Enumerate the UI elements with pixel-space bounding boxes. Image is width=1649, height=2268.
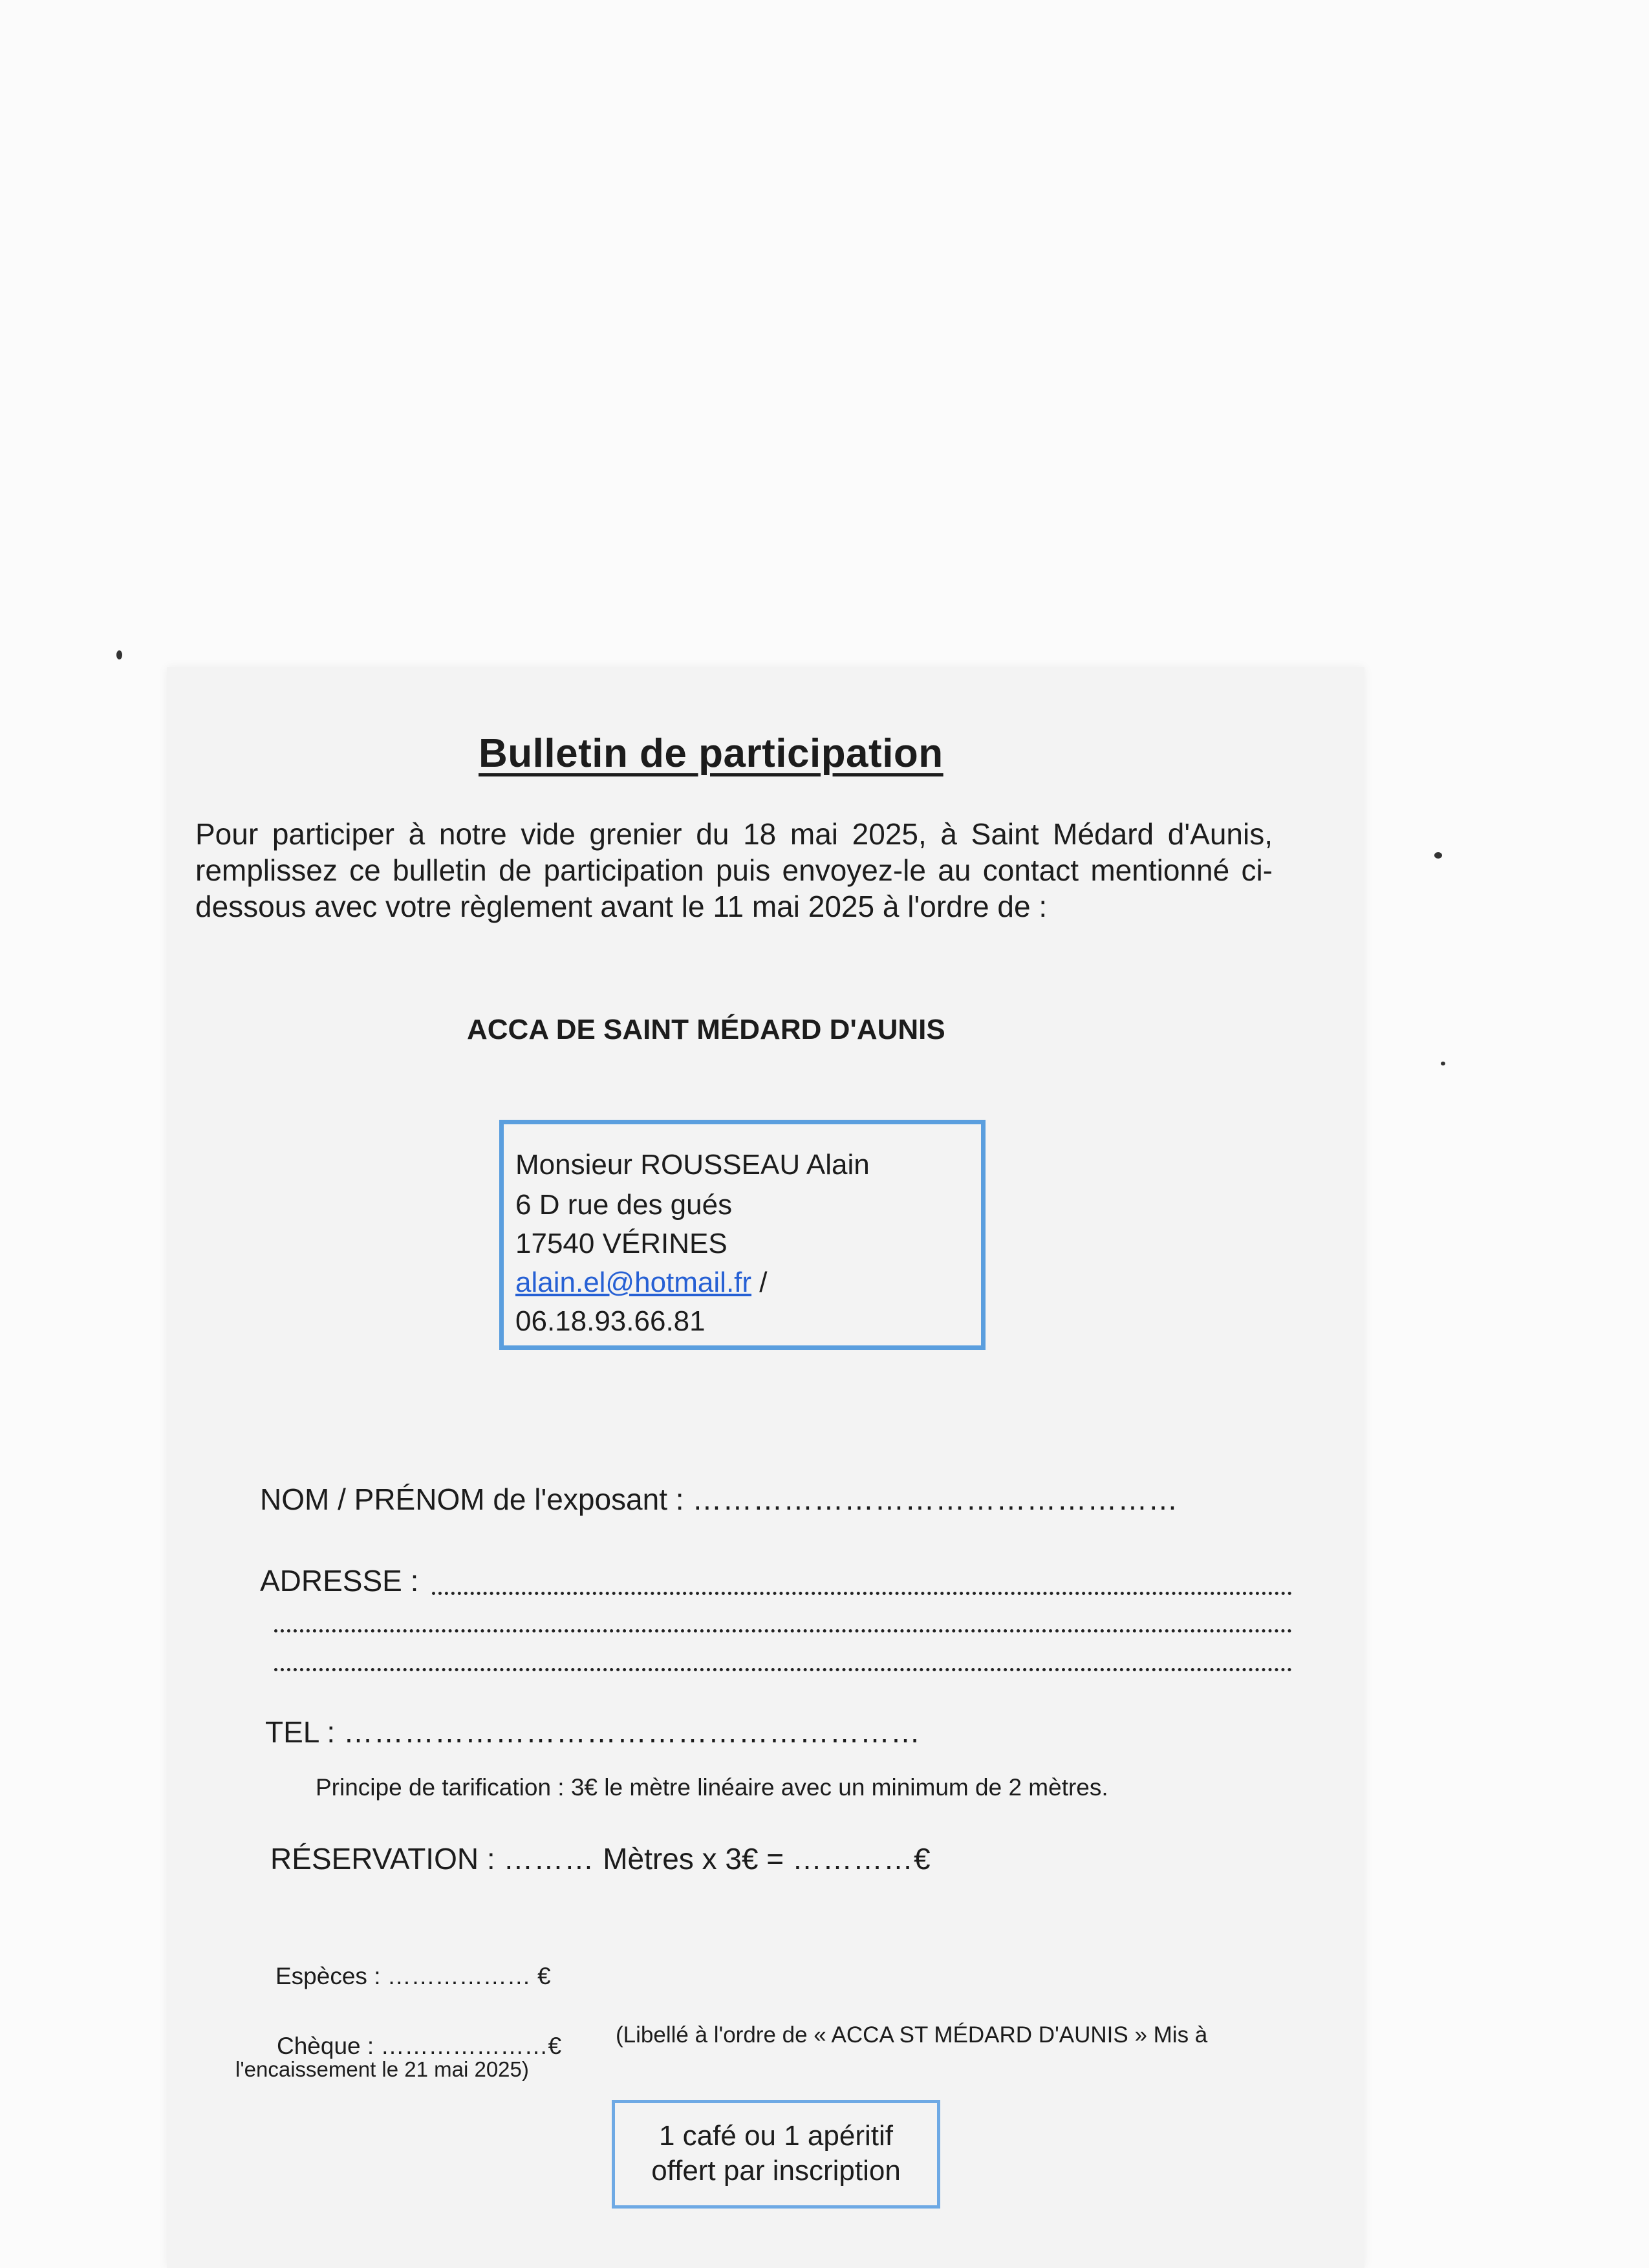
gift-line-2: offert par inscription (651, 2155, 901, 2187)
organisation-name: ACCA DE SAINT MÉDARD D'AUNIS (467, 1014, 945, 1045)
reservation-row (270, 1841, 931, 1876)
name-field-label: NOM / PRÉNOM de l'exposant : (260, 1482, 684, 1516)
cash-row (275, 1963, 551, 1990)
name-field-dots[interactable]: ………………………………………… (692, 1482, 1179, 1516)
tel-field-row (265, 1715, 921, 1749)
scan-speck (1441, 1062, 1445, 1065)
contact-phone: 06.18.93.66.81 (515, 1305, 706, 1337)
reservation-formula: Mètres x 3€ = (603, 1842, 784, 1876)
reservation-label: RÉSERVATION : (270, 1842, 495, 1876)
contact-box (499, 1120, 986, 1350)
pricing-note: Principe de tarification : 3€ le mètre linéaire avec un minimum de 2 mètres. (316, 1774, 1108, 1801)
contact-email-link[interactable]: alain.el@hotmail.fr (515, 1267, 752, 1298)
cheque-currency: € (548, 2033, 562, 2059)
contact-name: Monsieur ROUSSEAU Alain (515, 1149, 870, 1181)
tel-field-label: TEL : (265, 1715, 336, 1749)
tel-field-dots[interactable]: ………………………………………………… (343, 1715, 921, 1749)
gift-line-1: 1 café ou 1 apéritif (658, 2120, 893, 2152)
page-title: Bulletin de participation (479, 731, 943, 776)
cheque-note-line-1: (Libellé à l'ordre de « ACCA ST MÉDARD D'AUNIS » Mis à (616, 2022, 1208, 2048)
address-line-2[interactable] (274, 1629, 1292, 1632)
cash-label: Espèces : (275, 1963, 381, 1989)
name-field-row (260, 1482, 1178, 1517)
cash-currency: € (537, 1963, 551, 1989)
cheque-row (277, 2033, 561, 2060)
contact-city: 17540 VÉRINES (515, 1228, 727, 1259)
reservation-currency: € (913, 1842, 931, 1876)
scan-speck (1434, 852, 1442, 859)
cheque-note-line-2: l'encaissement le 21 mai 2025) (235, 2057, 529, 2081)
reservation-meters-dots[interactable]: ……… (503, 1842, 595, 1876)
gift-box (612, 2100, 940, 2209)
contact-street: 6 D rue des gués (515, 1189, 733, 1221)
address-field-label: ADRESSE : (260, 1564, 419, 1598)
address-line-1[interactable] (432, 1592, 1292, 1595)
scan-speck (116, 650, 122, 659)
cheque-dots[interactable]: ………………… (380, 2033, 548, 2059)
contact-email-row (515, 1267, 768, 1299)
cheque-label: Chèque : (277, 2033, 374, 2059)
reservation-total-dots[interactable]: ………… (792, 1842, 914, 1876)
cash-dots[interactable]: ……………… (387, 1963, 531, 1989)
intro-paragraph: Pour participer à notre vide grenier du 18 mai 2025, à Saint Médard d'Aunis, remplissez ce bulletin de participation puis envoyez-le au contact mentionné ci-dessous avec votre règlement avant le 11 mai 2025 à l'ordre de : (195, 817, 1273, 923)
contact-separator: / (759, 1267, 768, 1298)
address-line-3[interactable] (274, 1668, 1292, 1671)
